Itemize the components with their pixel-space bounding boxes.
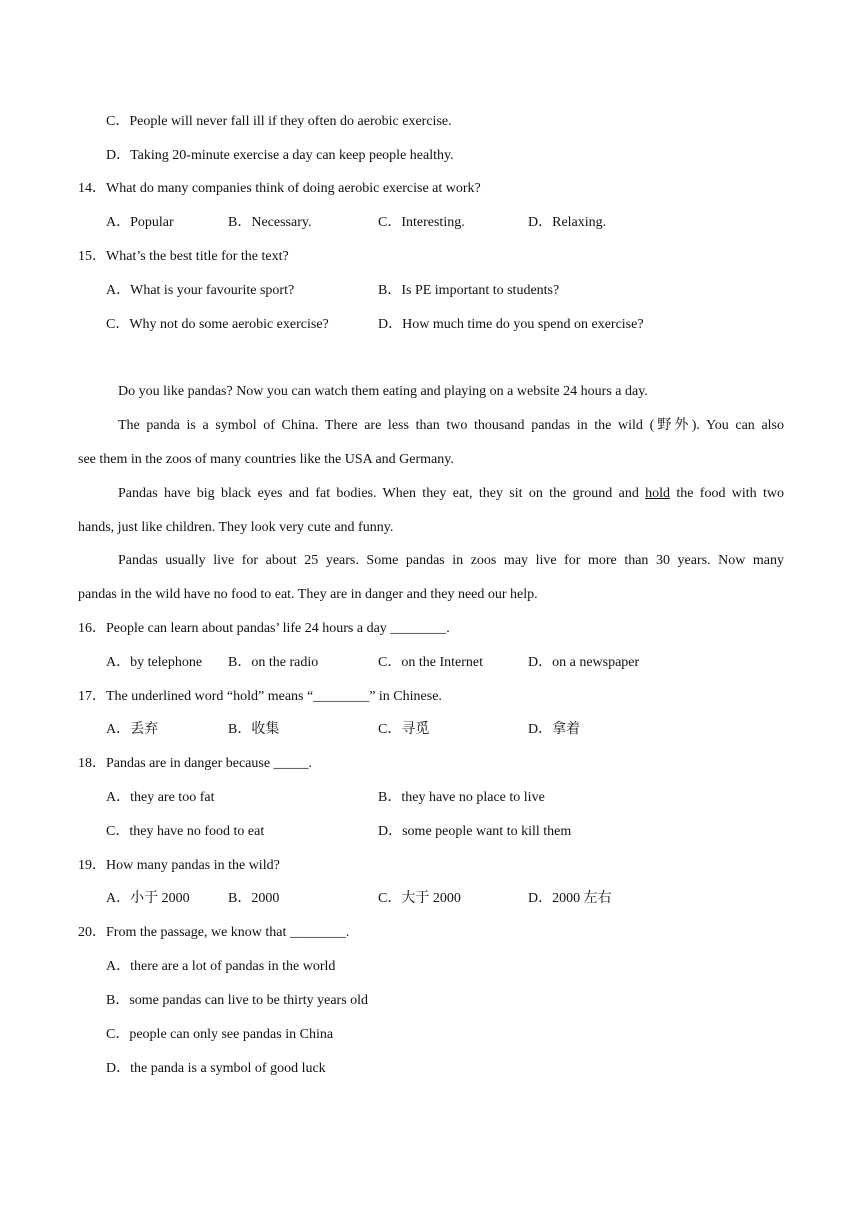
q20-stem: 20．From the passage, we know that ________.: [78, 925, 350, 940]
passage-p3-line1-pre: Pandas have big black eyes and fat bodies. When they eat, they sit on the ground and: [118, 486, 646, 501]
q20-option-b: B．some pandas can live to be thirty years old: [106, 993, 369, 1008]
q20-option-c: C．people can only see pandas in China: [106, 1027, 334, 1042]
passage-p3-line1: [78, 485, 784, 503]
q16-option-a: A．by telephone: [106, 655, 203, 670]
passage-paragraph-1: [78, 383, 784, 401]
passage-paragraph-3: [78, 485, 784, 503]
q16-option-c: C．on the Internet: [378, 655, 483, 670]
q20-option-a: A．there are a lot of pandas in the world: [106, 959, 336, 974]
q18-option-b: B．they have no place to live: [378, 790, 545, 805]
passage-p3-line2: hands, just like children. They look very cute and funny.: [78, 520, 394, 535]
passage-p1-text: Do you like pandas? Now you can watch them eating and playing on a website 24 hours a day.: [118, 384, 648, 399]
q19-option-a: A．小于 2000: [106, 891, 190, 906]
q18-option-d: D．some people want to kill them: [378, 824, 572, 839]
q15-option-c: C．Why not do some aerobic exercise?: [106, 317, 329, 332]
passage-p4-line1: Pandas usually live for about 25 years. Some pandas in zoos may live for more than 30 years. Now many: [118, 553, 784, 568]
passage-paragraph-2: [78, 417, 784, 435]
q15-option-d: D．How much time do you spend on exercise?: [378, 317, 644, 332]
q19-option-d: D．2000 左右: [528, 891, 612, 906]
passage-paragraph-4-cont: [78, 586, 784, 604]
q16-option-b: B．on the radio: [228, 655, 319, 670]
q15-option-a: A．What is your favourite sport?: [106, 283, 295, 298]
q14-option-d: D．Relaxing.: [528, 215, 607, 230]
passage-paragraph-2-cont: [78, 451, 784, 469]
q16-option-d: D．on a newspaper: [528, 655, 640, 670]
q14-option-c: C．Interesting.: [378, 215, 465, 230]
q14-option-b: B．Necessary.: [228, 215, 312, 230]
passage-paragraph-3-cont: [78, 519, 784, 537]
passage-p2-line1: The panda is a symbol of China. There are less than two thousand pandas in the wild (野外). You can also: [118, 418, 784, 433]
q17-option-a: A．丢弃: [106, 722, 159, 737]
q17-option-d: D．拿着: [528, 722, 581, 737]
q17-stem: 17．The underlined word “hold” means “________” in Chinese.: [78, 689, 442, 704]
q13-option-d: D．Taking 20-minute exercise a day can keep people healthy.: [106, 148, 454, 163]
q20-option-d: D．the panda is a symbol of good luck: [106, 1061, 326, 1076]
q19-option-c: C．大于 2000: [378, 891, 461, 906]
q18-option-c: C．they have no food to eat: [106, 824, 265, 839]
underlined-word-hold: hold: [645, 486, 671, 501]
passage-paragraph-4: [78, 552, 784, 570]
q17-option-c: C．寻觅: [378, 722, 430, 737]
q18-stem: 18．Pandas are in danger because _____.: [78, 756, 313, 771]
q16-stem: 16．People can learn about pandas’ life 24 hours a day ________.: [78, 621, 450, 636]
q14-option-a: A．Popular: [106, 215, 174, 230]
q13-option-c: C．People will never fall ill if they often do aerobic exercise.: [106, 114, 452, 129]
passage-p3-line1-post: the food with two: [670, 486, 784, 501]
q17-option-b: B．收集: [228, 722, 280, 737]
q18-option-a: A．they are too fat: [106, 790, 215, 805]
q14-stem: 14．What do many companies think of doing aerobic exercise at work?: [78, 181, 481, 196]
passage-p2-line2: see them in the zoos of many countries like the USA and Germany.: [78, 452, 454, 467]
q15-option-b: B．Is PE important to students?: [378, 283, 560, 298]
q19-stem: 19．How many pandas in the wild?: [78, 858, 280, 873]
q19-option-b: B．2000: [228, 891, 280, 906]
q15-stem: 15．What’s the best title for the text?: [78, 249, 289, 264]
passage-p4-line2: pandas in the wild have no food to eat. They are in danger and they need our help.: [78, 587, 538, 602]
